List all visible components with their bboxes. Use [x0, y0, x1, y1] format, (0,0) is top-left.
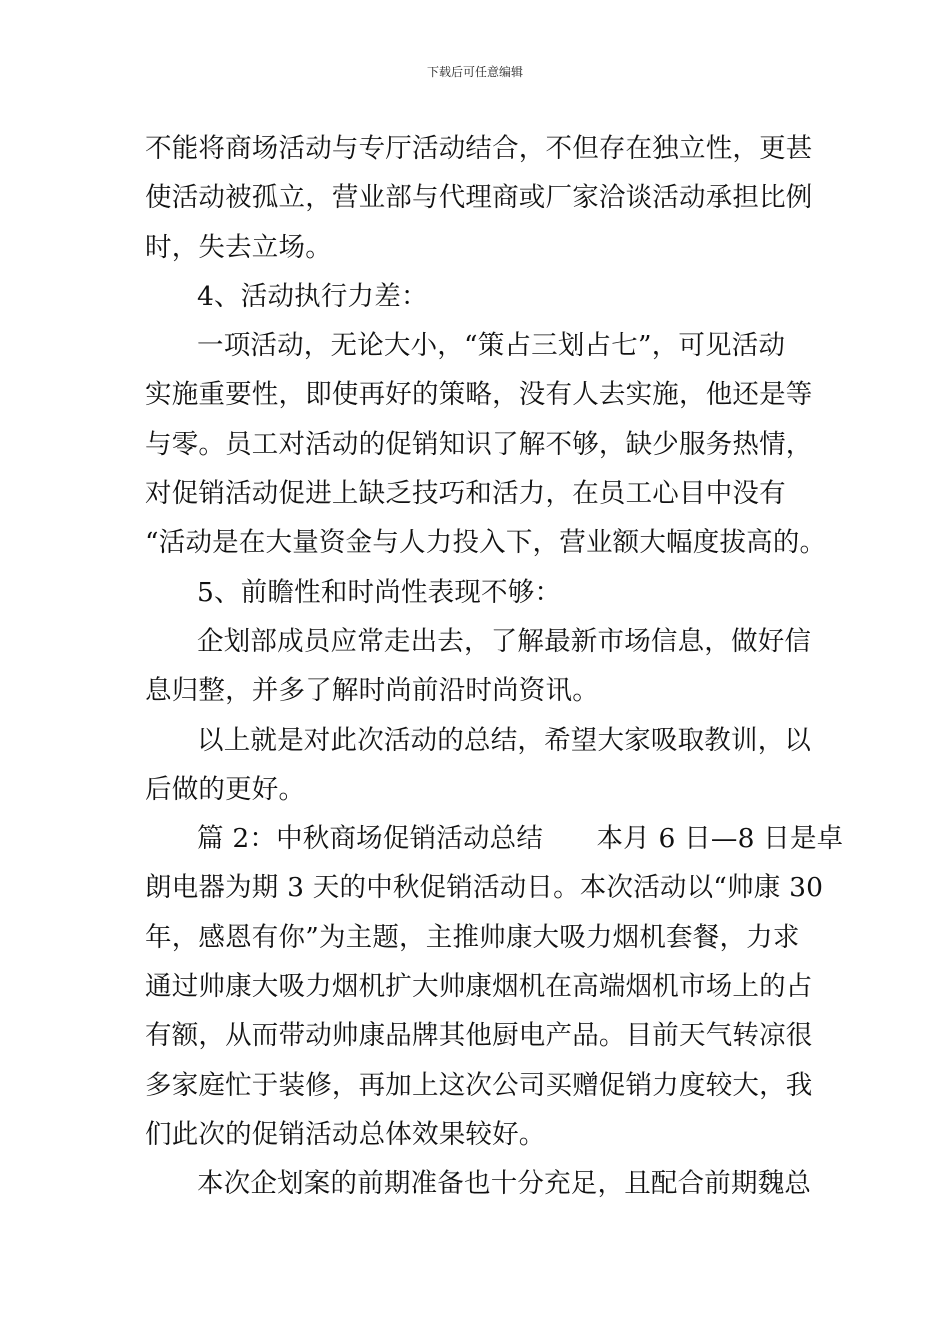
text-line: 朗电器为期 3 天的中秋促销活动日。本次活动以“帅康 30	[145, 872, 824, 904]
text-line: 企划部成员应常走出去，了解最新市场信息，做好信	[197, 625, 812, 657]
text-line: “活动是在大量资金与人力投入下，营业额大幅度拔高的。	[145, 527, 827, 559]
text-line: 5、前瞻性和时尚性表现不够：	[197, 576, 562, 608]
text-line: 篇 2：中秋商场促销活动总结 本月 6 日—8 日是卓	[197, 823, 844, 855]
text-line: 一项活动，无论大小，“策占三划占七”，可见活动	[197, 330, 786, 362]
text-line: 对促销活动促进上缺乏技巧和活力，在员工心目中没有	[145, 478, 786, 510]
text-line: 使活动被孤立，营业部与代理商或厂家洽谈活动承担比例	[145, 182, 813, 214]
document-body	[145, 124, 844, 1209]
text-line: 以上就是对此次活动的总结，希望大家吸取教训，以	[197, 724, 812, 756]
text-line: 年，感恩有你”为主题，主推帅康大吸力烟机套餐，力求	[145, 921, 800, 953]
text-line: 不能将商场活动与专厅活动结合，不但存在独立性，更甚	[145, 133, 813, 164]
text-line: 有额，从而带动帅康品牌其他厨电产品。目前天气转凉很	[145, 1020, 813, 1052]
text-line: 通过帅康大吸力烟机扩大帅康烟机在高端烟机市场上的占	[145, 971, 813, 1003]
text-line: 4、活动执行力差：	[197, 280, 428, 312]
text-line: 时，失去立场。	[145, 231, 332, 263]
text-line: 与零。员工对活动的促销知识了解不够，缺少服务热情，	[145, 428, 813, 460]
text-line: 多家庭忙于装修，再加上这次公司买赠促销力度较大，我	[145, 1069, 813, 1101]
text-line: 后做的更好。	[145, 773, 306, 805]
text-line: 实施重要性，即使再好的策略，没有人去实施，他还是等	[145, 379, 813, 411]
text-line: 息归整，并多了解时尚前沿时尚资讯。	[145, 675, 599, 707]
text-line: 们此次的促销活动总体效果较好。	[145, 1118, 546, 1150]
page-header: 下载后可任意编辑	[426, 65, 523, 79]
text-line: 本次企划案的前期准备也十分充足，且配合前期魏总	[197, 1168, 812, 1200]
